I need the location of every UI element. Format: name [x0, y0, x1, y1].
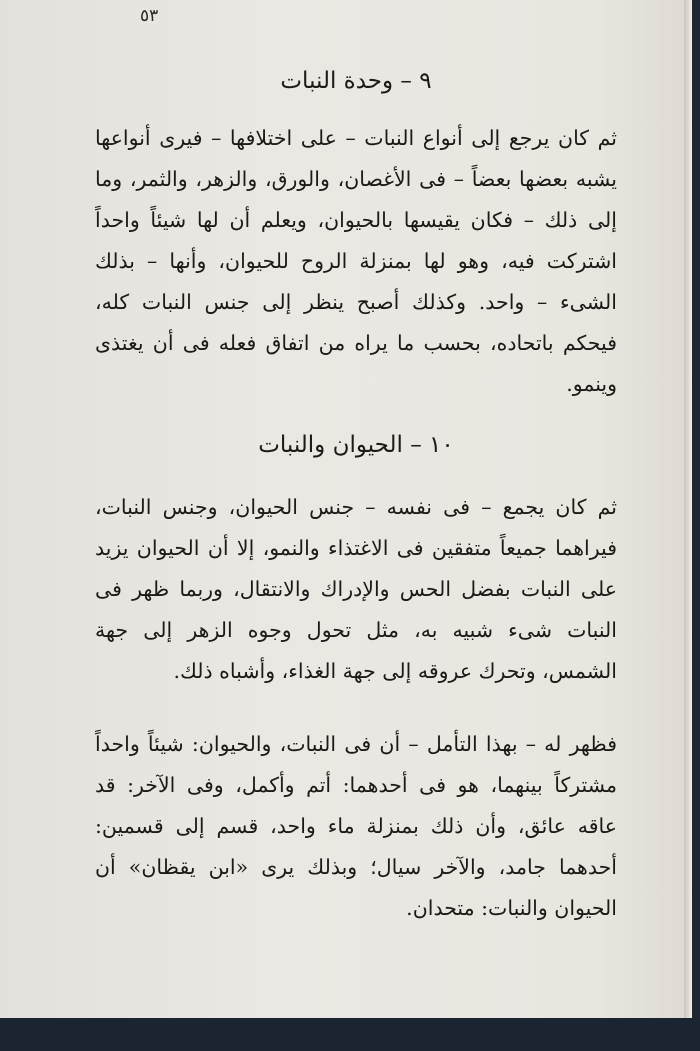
section-10-paragraph-2: فظهر له – بهذا التأمل – أن فى النبات، والحيوان: شيئاً واحداً مشتركاً بينهما، هو فى أحدهما: أتم وأكمل، وفى الآخر: قد عاقه عائق، وأن ذلك بمنزلة ماء واحد، قسم إلى قسمين: أحدهما جامد، والآخر سيال؛ وبذلك يرى «ابن يقظان» أن الحيوان والنبات: متحدان.	[95, 732, 617, 920]
page-number: ٥٣	[140, 6, 159, 26]
section-9-heading: ٩ – وحدة النبات	[280, 68, 432, 94]
section-9-paragraph: ثم كان يرجع إلى أنواع النبات – على اختلافها – فيرى أنواعها يشبه بعضها بعضاً – فى الأغصان، والورق، والزهر، والثمر، وما إلى ذلك – فكان يقيسها بالحيوان، ويعلم أن لها شيئاً واحداً اشتركت فيه، وهو لها بمنزلة الروح للحيوان، وأنها – بذلك الشىء – واحد. وكذلك أصبح ينظر إلى جنس النبات كله، فيحكم باتحاده، بحسب ما يراه من اتفاق فعله فى أن يغتذى وينمو.	[95, 126, 618, 396]
section-10-paragraph-1: ثم كان يجمع – فى نفسه – جنس الحيوان، وجنس النبات، فيراهما جميعاً متفقين فى الاغتذاء والنمو، إلا أن الحيوان يزيد على النبات بفضل الحس والإدراك والانتقال، وربما ظهر فى النبات شىء شبيه به، مثل تحول وجوه الزهر إلى جهة الشمس، وتحرك عروقه إلى جهة الغذاء، وأشباه ذلك.	[95, 495, 617, 683]
section-10-body-1	[95, 487, 617, 692]
page-edge	[684, 0, 692, 1018]
section-9-body	[95, 118, 617, 405]
section-10-heading: ١٠ – الحيوان والنبات	[258, 432, 454, 458]
section-10-body-2	[95, 724, 617, 929]
background-band	[0, 1018, 700, 1051]
